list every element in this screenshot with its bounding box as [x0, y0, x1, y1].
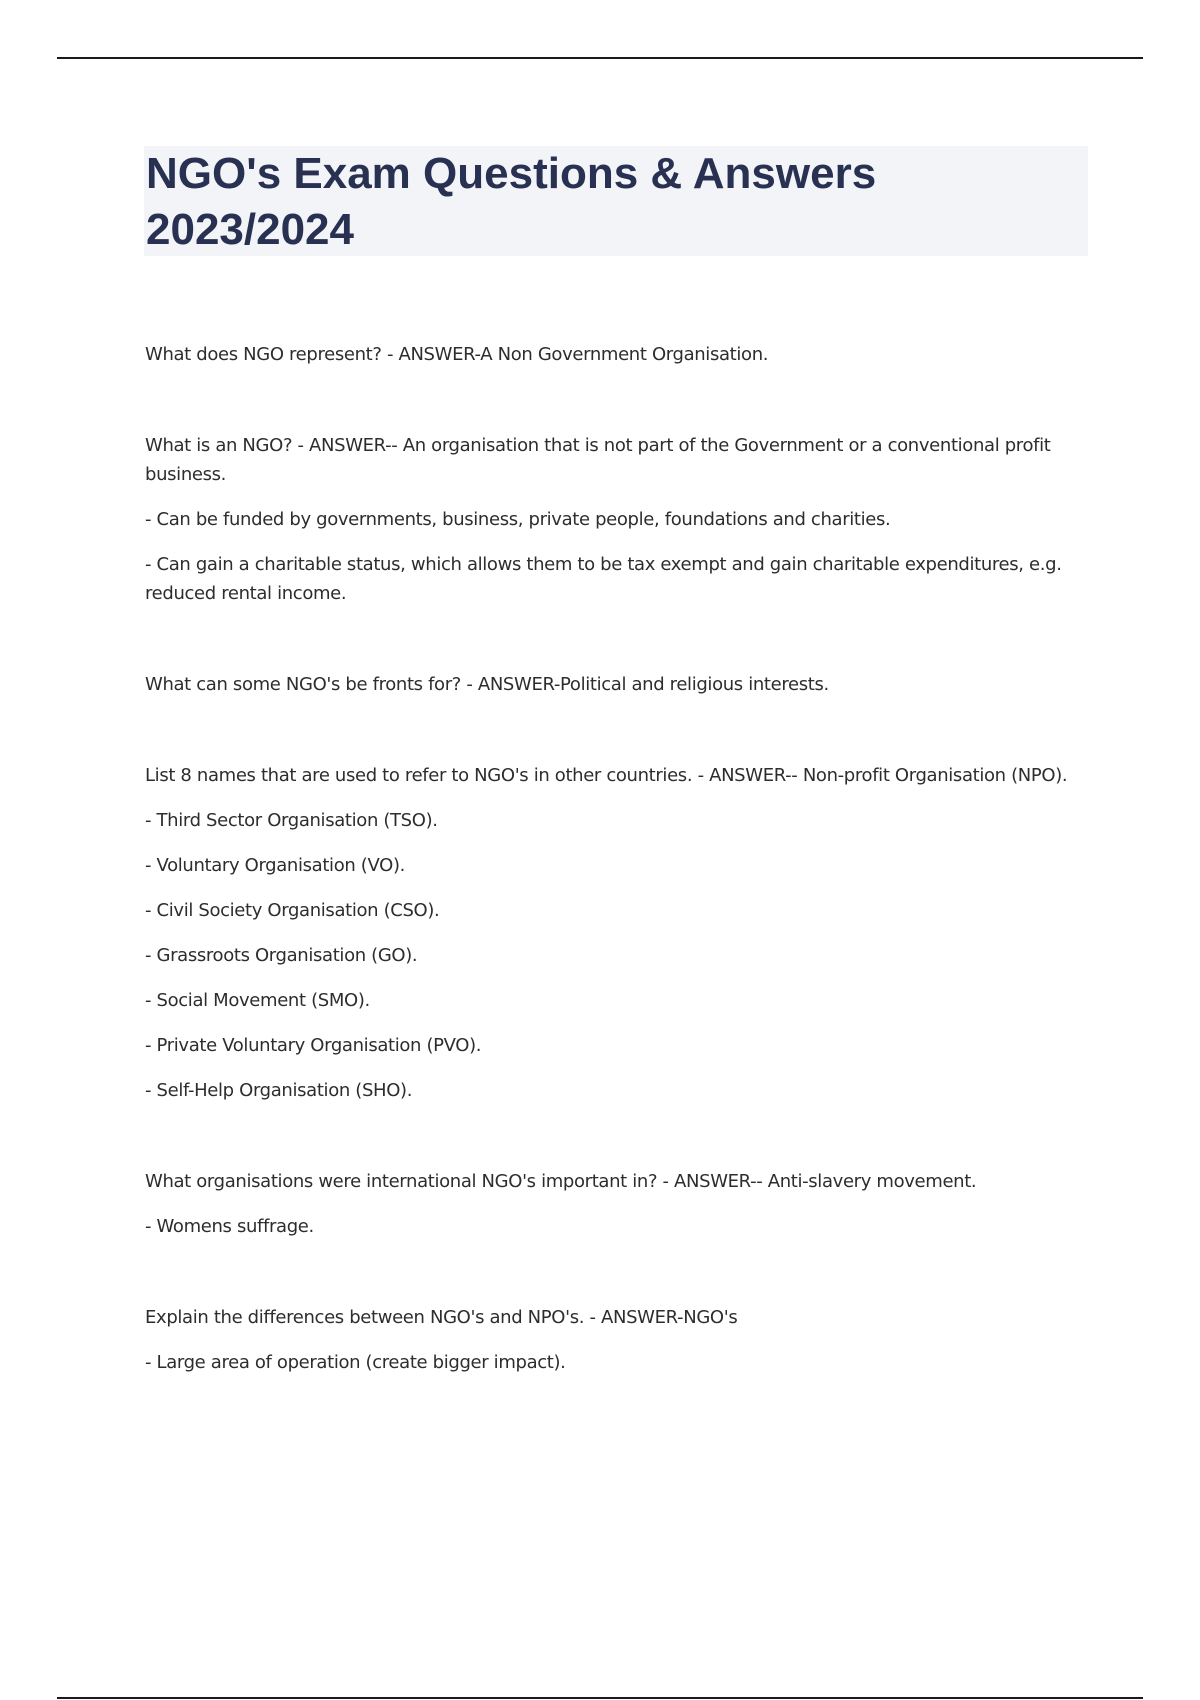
question-line: Explain the differences between NGO's and NPO's. - ANSWER-NGO's: [145, 1307, 738, 1328]
answer-line: - Civil Society Organisation (CSO).: [145, 900, 440, 921]
answer-line: - Voluntary Organisation (VO).: [145, 855, 405, 876]
qa-item: [145, 670, 1090, 699]
qa-item: [145, 431, 1090, 608]
qa-item: [145, 761, 1090, 1105]
header-rule: [57, 57, 1143, 59]
qa-item: [145, 340, 1090, 369]
qa-item: [145, 1303, 1090, 1377]
qa-item: [145, 1167, 1090, 1241]
question-line: What is an NGO? - ANSWER-- An organisation that is not part of the Government or a conventional profit business.: [145, 435, 1051, 485]
answer-line: - Can gain a charitable status, which allows them to be tax exempt and gain charitable expenditures, e.g. reduced rental income.: [145, 554, 1062, 604]
qa-list: [145, 340, 1090, 1439]
answer-line: - Can be funded by governments, business, private people, foundations and charities.: [145, 509, 891, 530]
question-line: What can some NGO's be fronts for? - ANSWER-Political and religious interests.: [145, 674, 829, 695]
question-line: What organisations were international NGO's important in? - ANSWER-- Anti-slavery movement.: [145, 1171, 977, 1192]
title-line-1: NGO's Exam Questions & Answers: [146, 149, 877, 198]
answer-line: - Private Voluntary Organisation (PVO).: [145, 1035, 482, 1056]
question-line: What does NGO represent? - ANSWER-A Non Government Organisation.: [145, 344, 769, 365]
answer-line: - Third Sector Organisation (TSO).: [145, 810, 438, 831]
answer-line: - Self-Help Organisation (SHO).: [145, 1080, 413, 1101]
answer-line: - Womens suffrage.: [145, 1216, 314, 1237]
answer-line: - Large area of operation (create bigger impact).: [145, 1352, 566, 1373]
document-title: [144, 146, 1088, 258]
footer-rule: [57, 1697, 1143, 1699]
title-banner: [144, 146, 1088, 256]
question-line: List 8 names that are used to refer to NGO's in other countries. - ANSWER-- Non-profit Organisation (NPO).: [145, 765, 1068, 786]
answer-line: - Grassroots Organisation (GO).: [145, 945, 418, 966]
title-line-2: 2023/2024: [146, 205, 354, 254]
answer-line: - Social Movement (SMO).: [145, 990, 370, 1011]
